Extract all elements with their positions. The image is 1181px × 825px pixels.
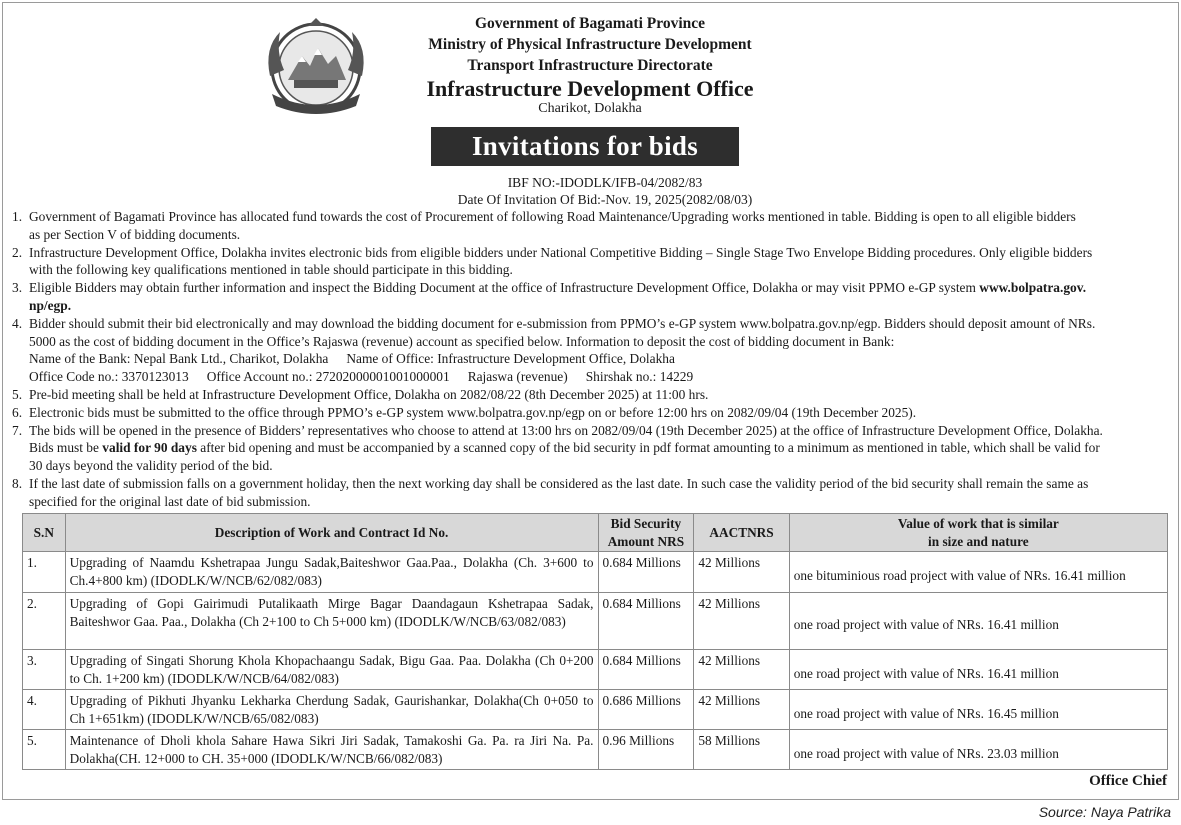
row-similar-value: one bituminious road project with value of NRs. 16.41 million	[789, 552, 1167, 593]
directorate-name: Transport Infrastructure Directorate	[467, 57, 713, 74]
header-description: Description of Work and Contract Id No.	[65, 514, 598, 552]
header-similar-value	[789, 514, 1167, 552]
row-bid-security: 0.96 Millions	[598, 730, 694, 770]
rajaswa: Rajaswa (revenue)	[467, 369, 568, 385]
row-description: Upgrading of Naamdu Kshetrapaa Jungu Sadak,Baiteshwor Gaa.Paa., Dolakha (Ch. 3+600 to Ch.4+800 km) (IDODLK/W/NCB/62/082/083)	[65, 552, 598, 593]
ibf-info	[420, 174, 790, 208]
office-chief-signature: Office Chief	[1089, 773, 1167, 789]
row-description: Maintenance of Dholi khola Sahare Hawa Sikri Jiri Sadak, Tamakoshi Ga. Pa. ra Jiri Na. Pa. Dolakha(CH. 12+000 to CH. 35+000 (IDODLK/W/NCB/66/082/083)	[65, 730, 598, 770]
point-5	[12, 386, 1172, 404]
point-number: 3.	[12, 280, 23, 296]
bank-details	[12, 350, 1172, 386]
table-row	[23, 650, 1168, 690]
point-number: 4.	[12, 315, 23, 331]
table-row	[23, 552, 1168, 593]
office-account: Office Account no.: 27202000001001000001	[206, 369, 450, 385]
row-description: Upgrading of Singati Shorung Khola Khopachaangu Sadak, Bigu Gaa. Paa. Dolakha (Ch 0+200 to Ch. 1+200 km) (IDODLK/W/NCB/64/082/083)	[65, 650, 598, 690]
row-sn: 4.	[23, 690, 66, 730]
notice-title-banner: Invitations for bids	[431, 127, 739, 166]
point-number: 6.	[12, 404, 23, 420]
point-number: 5.	[12, 386, 23, 402]
point-text: 30 days beyond the validity period of the bid.	[29, 458, 273, 474]
point-text: as per Section V of bidding documents.	[29, 226, 241, 242]
point-1	[12, 208, 1172, 244]
point-text: 5000 as the cost of bidding document in the Office’s Rajaswa (revenue) account as specified below. Information to deposit the cost of bidding document in Bank:	[29, 333, 895, 349]
row-aactnrs: 42 Millions	[694, 593, 789, 650]
row-similar-value: one road project with value of NRs. 16.41 million	[789, 650, 1167, 690]
row-aactnrs: 58 Millions	[694, 730, 789, 770]
point-number: 7.	[12, 422, 23, 438]
table-row	[23, 730, 1168, 770]
ministry-name: Ministry of Physical Infrastructure Development	[428, 36, 752, 53]
office-name: Infrastructure Development Office	[426, 76, 754, 101]
egp-link[interactable]: www.bolpatra.gov.	[979, 280, 1087, 296]
point-2	[12, 244, 1172, 280]
row-similar-value: one road project with value of NRs. 23.03 million	[789, 730, 1167, 770]
row-similar-value: one road project with value of NRs. 16.45 million	[789, 690, 1167, 730]
invitation-date: Date Of Invitation Of Bid:-Nov. 19, 2025(2082/08/03)	[457, 192, 753, 207]
shirshak-number: Shirshak no.: 14229	[585, 369, 694, 385]
row-bid-security: 0.686 Millions	[598, 690, 694, 730]
bids-table	[22, 513, 1168, 770]
table-row	[23, 593, 1168, 650]
header-bid-security-l2: Amount NRS	[607, 533, 685, 549]
nepal-emblem-icon	[258, 18, 374, 118]
row-similar-value: one road project with value of NRs. 16.41 million	[789, 593, 1167, 650]
point-text: Eligible Bidders may obtain further information and inspect the Bidding Document at the office of Infrastructure Development Office, Dolakha or may visit PPMO e-GP system	[29, 280, 976, 296]
point-number: 1.	[12, 209, 23, 224]
point-text: after bid opening and must be accompanied by a scanned copy of the bid security in pdf format amounting to a minimum as mentioned in table, which shall be valid for	[200, 440, 1100, 456]
point-text: If the last date of submission falls on a government holiday, then the next working day shall be considered as the last date. In such case the validity period of the bid security shall remain the same as	[29, 475, 1089, 491]
point-text: Bidder should submit their bid electronically and may download the bidding document for e-submission from PPMO’s e-GP system www.bolpatra.gov.np/egp. Bidders should deposit amount of NRs.	[29, 315, 1096, 331]
point-6	[12, 404, 1172, 422]
ibf-number: IBF NO:-IDODLK/IFB-04/2082/83	[507, 175, 703, 190]
row-sn: 5.	[23, 730, 66, 770]
point-7	[12, 422, 1172, 475]
point-number: 2.	[12, 244, 23, 260]
row-aactnrs: 42 Millions	[694, 552, 789, 593]
row-bid-security: 0.684 Millions	[598, 650, 694, 690]
validity-period: valid for 90 days	[102, 440, 197, 456]
point-8	[12, 475, 1172, 511]
point-text: with the following key qualifications mentioned in table should participate in this bidding.	[29, 262, 513, 278]
point-3	[12, 279, 1172, 315]
point-text: Infrastructure Development Office, Dolakha invites electronic bids from eligible bidders under National Competitive Bidding – Single Stage Two Envelope Bidding procedures. Only eligible bidders	[29, 244, 1093, 260]
row-description: Upgrading of Pikhuti Jhyanku Lekharka Cherdung Sadak, Gaurishankar, Dolakha(Ch 0+050 to Ch 1+651km) (IDODLK/W/NCB/65/082/083)	[65, 690, 598, 730]
row-aactnrs: 42 Millions	[694, 650, 789, 690]
header-bid-security	[598, 514, 694, 552]
point-text: Bids must be	[29, 440, 99, 456]
row-bid-security: 0.684 Millions	[598, 552, 694, 593]
point-text: specified for the original last date of bid submission.	[29, 493, 311, 509]
row-sn: 2.	[23, 593, 66, 650]
header-sn: S.N	[23, 514, 66, 552]
point-text: The bids will be opened in the presence of Bidders’ representatives who choose to attend at 13:00 hrs on 2082/09/04 (19th December 2025) at the office of Infrastructure Development Office, Dolakha.	[29, 422, 1103, 438]
point-text: Pre-bid meeting shall be held at Infrastructure Development Office, Dolakha on 2082/08/22 (8th December 2025) at 11:00 hrs.	[29, 386, 709, 402]
row-bid-security: 0.684 Millions	[598, 593, 694, 650]
header-bid-security-l1: Bid Security	[610, 516, 682, 531]
office-code: Office Code no.: 3370123013	[29, 369, 189, 385]
notice-points	[12, 208, 1172, 511]
point-4	[12, 315, 1172, 351]
bank-name: Name of the Bank: Nepal Bank Ltd., Charikot, Dolakha	[29, 351, 329, 367]
egp-link-continued[interactable]: np/egp.	[29, 297, 72, 313]
header-similar-value-l1: Value of work that is similar	[897, 516, 1059, 531]
row-sn: 3.	[23, 650, 66, 690]
point-text: Electronic bids must be submitted to the office through PPMO’s e-GP system www.bolpatra.gov.np/egp on or before 12:00 hrs on 2082/09/04 (19th December 2025).	[29, 404, 917, 420]
table-row	[23, 690, 1168, 730]
row-sn: 1.	[23, 552, 66, 593]
office-name-bank: Name of Office: Infrastructure Development Office, Dolakha	[346, 351, 675, 367]
table-header-row	[23, 514, 1168, 552]
source-credit: Source: Naya Patrika	[1038, 804, 1171, 820]
notice-header	[380, 13, 800, 117]
point-text: Government of Bagamati Province has allocated fund towards the cost of Procurement of following Road Maintenance/Upgrading works mentioned in table. Bidding is open to all eligible bidders	[29, 209, 1076, 224]
office-location: Charikot, Dolakha	[538, 101, 642, 116]
government-name: Government of Bagamati Province	[474, 15, 706, 32]
row-description: Upgrading of Gopi Gairimudi Putalikaath Mirge Bagar Daandagaun Kshetrapaa Sadak, Baiteshwor Gaa. Paa., Dolakha (Ch 2+100 to Ch 5+000 km) (IDODLK/W/NCB/63/082/083)	[65, 593, 598, 650]
header-aactnrs: AACTNRS	[694, 514, 789, 552]
header-similar-value-l2: in size and nature	[928, 533, 1029, 549]
point-number: 8.	[12, 475, 23, 491]
row-aactnrs: 42 Millions	[694, 690, 789, 730]
